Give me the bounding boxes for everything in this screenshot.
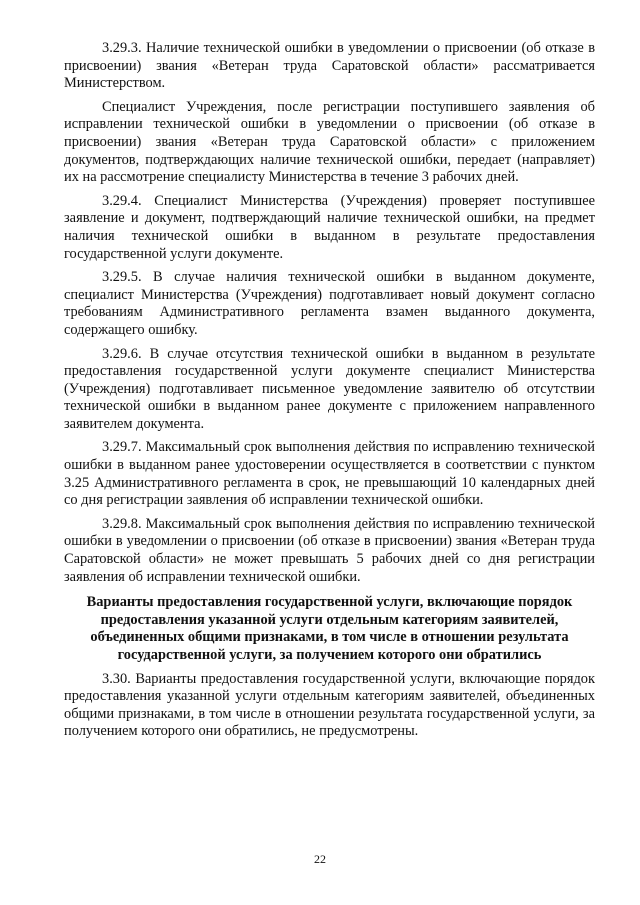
document-page [64, 40, 595, 747]
paragraph-3-29-3: 3.29.3. Наличие технической ошибки в уведомлении о присвоении (об отказе в присвоении) звания «Ветеран труда Саратовской области» рассматривается Министерством. [64, 40, 595, 92]
paragraph-3-29-5: 3.29.5. В случае наличия технической ошибки в выданном документе, специалист Министерства (Учреждения) подготавливает новый документ согласно требованиям Административного регламента взамен выданного документа, содержащего ошибку. [64, 269, 595, 338]
paragraph-3-29-6: 3.29.6. В случае отсутствия технической ошибки в выданном в результате предоставления государственной услуги документе специалист Министерства (Учреждения) подготавливает письменное уведомление заявителю об отсутствии технической ошибки в выданном ранее документе с приложением направленного заявителем документа. [64, 345, 595, 432]
paragraph-3-30: 3.30. Варианты предоставления государственной услуги, включающие порядок предоставления указанной услуги отдельным категориям заявителей, объединенных общими признаками, в том числе в отношении результата государственной услуги, за получением которого они обратились, не предусмотрены. [64, 670, 595, 740]
section-heading: Варианты предоставления государственной услуги, включающие порядок предоставления указанной услуги отдельным категориям заявителей, объединенных общими признаками, в том числе в отношении результата государственной услуги, за получением которого они обратились [86, 594, 573, 663]
paragraph-3-29-4: 3.29.4. Специалист Министерства (Учреждения) проверяет поступившее заявление и документ, подтверждающий наличие технической ошибки, на предмет наличия технической ошибки в выданном в результате предоставления государственной услуги документе. [64, 192, 595, 262]
paragraph-3-29-7: 3.29.7. Максимальный срок выполнения действия по исправлению технической ошибки в выданном ранее удостоверении осуществляется в соответствии с пунктом 3.25 Административного регламента в срок, не превышающий 10 календарных дней со дня регистрации заявления об исправлении технической ошибки. [64, 439, 595, 509]
page-number: 22 [314, 852, 326, 866]
paragraph-3-29-8: 3.29.8. Максимальный срок выполнения действия по исправлению технической ошибки в уведомлении о присвоении (об отказе в присвоении) звания «Ветеран труда Саратовской области» не может превышать 5 рабочих дней со дня регистрации заявления об исправлении технической ошибки. [64, 515, 595, 585]
paragraph-3-29-3-specialist: Специалист Учреждения, после регистрации поступившего заявления об исправлении технической ошибки в уведомлении о присвоении (об отказе в присвоении) звания «Ветеран труда Саратовской области» с приложением документов, подтверждающих наличие технической ошибки, передает (направляет) их на рассмотрение специалисту Министерства в течение 3 рабочих дней. [64, 98, 595, 186]
